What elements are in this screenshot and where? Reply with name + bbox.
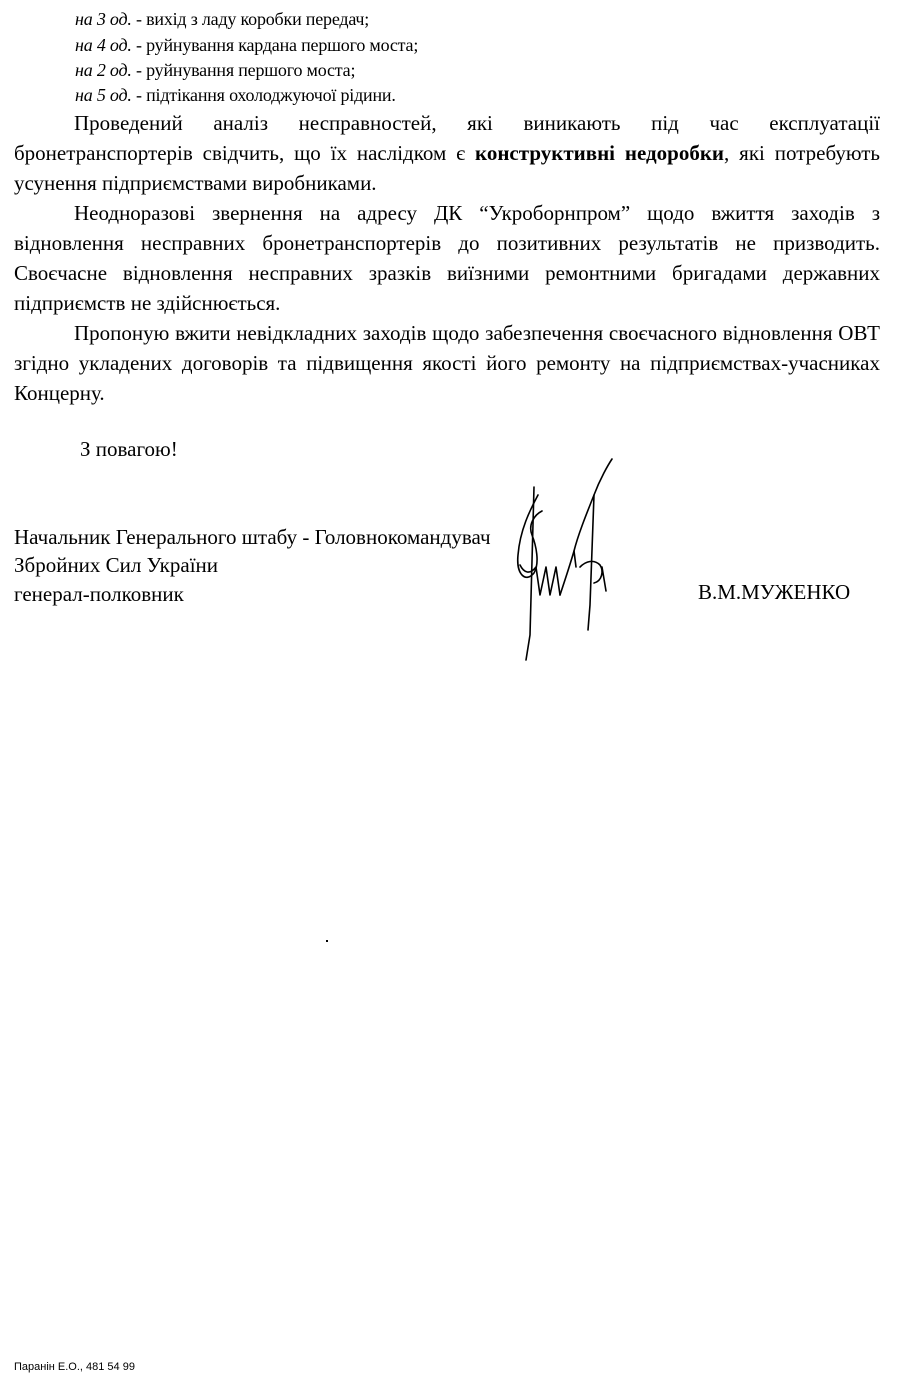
paragraph-proposal xyxy=(14,318,880,408)
paragraph-analysis-tail: , які потребують усунення підприємствами виробниками. xyxy=(14,141,880,195)
handwritten-signature xyxy=(490,455,630,665)
defect-list-item xyxy=(75,34,418,56)
defect-text: - руйнування кардана першого моста; xyxy=(131,35,419,55)
defect-qty: на 5 од. xyxy=(75,85,132,105)
defect-list-item xyxy=(75,59,355,81)
signatory-title-line3: генерал-полковник xyxy=(14,582,184,606)
paragraph-analysis-text: Проведений аналіз несправностей, які виникають під час експлуатації бронетранспортерів свідчить, що їх наслідком є xyxy=(14,111,880,165)
defect-list-item xyxy=(75,84,396,106)
defect-qty: на 2 од. xyxy=(75,60,132,80)
defect-text: - руйнування першого моста; xyxy=(131,60,356,80)
defect-qty: на 3 од. xyxy=(75,9,132,29)
paragraph-proposal-text: Пропоную вжити невідкладних заходів щодо забезпечення своєчасного відновлення ОВТ згідно укладених договорів та підвищення якості його ремонту на підприємствах-учасниках Концерну. xyxy=(14,321,880,405)
paragraph-appeals xyxy=(14,198,880,318)
signatory-name: В.М.МУЖЕНКО xyxy=(698,580,851,604)
defect-text: - підтікання охолоджуючої рідини. xyxy=(131,85,396,105)
paragraph-analysis xyxy=(14,108,880,198)
paragraph-appeals-text: Неодноразові звернення на адресу ДК “Укроборнпром” щодо вжиття заходів з відновлення несправних бронетранспортерів до позитивних результатів не призводить. Своєчасне відновлення несправних зразків виїзними ремонтними бригадами державних підприємств не здійснюється. xyxy=(14,201,880,315)
signatory-title-line2: Збройних Сил України xyxy=(14,553,219,577)
signatory-title-line1: Начальник Генерального штабу - Головнокомандувач xyxy=(14,525,491,549)
scan-speck xyxy=(326,940,328,942)
closing-salutation: З повагою! xyxy=(80,437,178,461)
defect-text: - вихід з ладу коробки передач; xyxy=(131,9,370,29)
defect-list-item xyxy=(75,8,369,30)
defect-qty: на 4 од. xyxy=(75,35,132,55)
footer-contact: Паранін Е.О., 481 54 99 xyxy=(14,1361,135,1373)
paragraph-analysis-bold: конструктивні недоробки xyxy=(475,141,725,165)
